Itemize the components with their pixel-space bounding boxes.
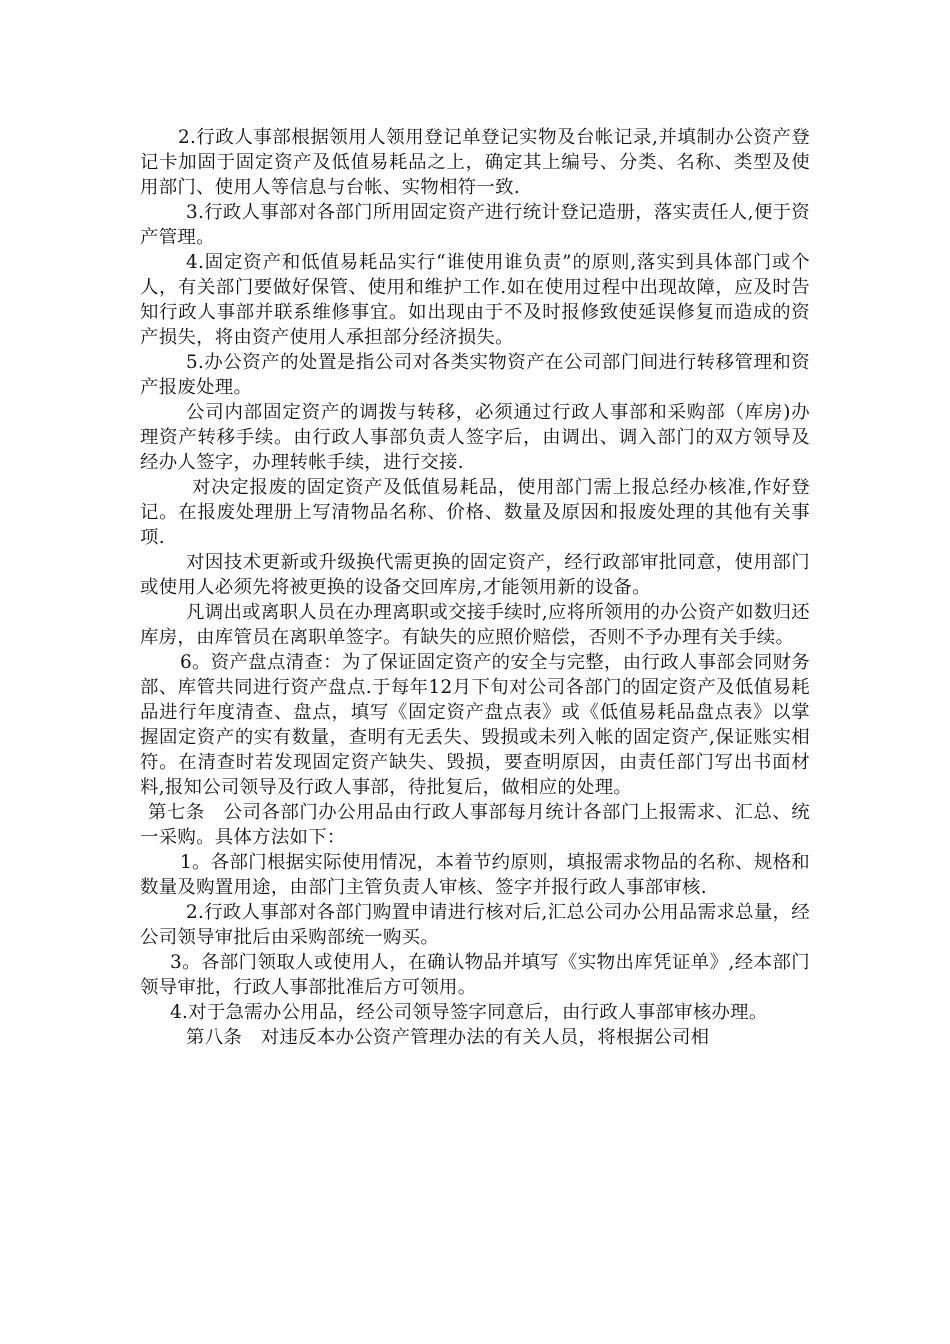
paragraph-item-3-accountability: 3.行政人事部对各部门所用固定资产进行统计登记造册，落实责任人,便于资产管理。	[140, 202, 810, 248]
paragraph-replacement: 对因技术更新或升级换代需更换的固定资产，经行政部审批同意，使用部门或使用人必须先将被更换的设备交回库房,才能领用新的设备。	[140, 552, 810, 598]
paragraph-item-2-registration: 2.行政人事部根据领用人领用登记单登记实物及台帐记录,并填制办公资产登记卡加固于固定资产及低值易耗品之上，确定其上编号、分类、名称、类型及使用部门、使用人等信息与台帐、实物相符一致.	[140, 127, 810, 198]
paragraph-item-4-responsibility: 4.固定资产和低值易耗品实行“谁使用谁负责”的原则,落实到具体部门或个人，有关部门要做好保管、使用和维护工作.如在使用过程中出现故障，应及时告知行政人事部并联系维修事宜。如出现由于不及时报修致使延误修复而造成的资产损失，将由资产使用人承担部分经济损失。	[140, 252, 810, 348]
paragraph-item-6-inventory: 6。资产盘点清查：为了保证固定资产的安全与完整，由行政人事部会同财务部、库管共同进行资产盘点.于每年12月下旬对公司各部门的固定资产及低值易耗品进行年度清查、盘点，填写《固定资产盘点表》或《低值易耗品盘点表》以掌握固定资产的实有数量，查明有无丢失、毁损或未列入帐的固定资产,保证账实相符。在清查时若发现固定资产缺失、毁损，要查明原因，由责任部门写出书面材料,报知公司领导及行政人事部，待批复后，做相应的处理。	[140, 652, 810, 798]
paragraph-resignation: 凡调出或离职人员在办理离职或交接手续时,应将所领用的办公资产如数归还库房，由库管员在离职单签字。有缺失的应照价赔偿，否则不予办理有关手续。	[140, 602, 810, 648]
document-body	[140, 125, 810, 1050]
paragraph-article-7-item-2: 2.行政人事部对各部门购置申请进行核对后,汇总公司办公用品需求总量，经公司领导审批后由采购部统一购买。	[140, 902, 810, 948]
paragraph-article-7: 第七条 公司各部门办公用品由行政人事部每月统计各部门上报需求、汇总、统一采购。具体方法如下：	[140, 802, 810, 848]
paragraph-transfer: 公司内部固定资产的调拨与转移，必须通过行政人事部和采购部（库房)办理资产转移手续。由行政人事部负责人签字后，由调出、调入部门的双方领导及经办人签字，办理转帐手续，进行交接.	[140, 402, 810, 473]
paragraph-article-7-item-3: 3。各部门领取人或使用人，在确认物品并填写《实物出库凭证单》,经本部门领导审批，行政人事部批准后方可领用。	[140, 952, 810, 998]
paragraph-article-7-item-4: 4.对于急需办公用品，经公司领导签字同意后，由行政人事部审核办理。	[170, 1002, 768, 1023]
paragraph-article-8: 第八条 对违反本办公资产管理办法的有关人员，将根据公司相	[186, 1027, 710, 1048]
paragraph-item-5-disposal: 5.办公资产的处置是指公司对各类实物资产在公司部门间进行转移管理和资产报废处理。	[140, 352, 810, 398]
paragraph-article-7-item-1: 1。各部门根据实际使用情况，本着节约原则，填报需求物品的名称、规格和数量及购置用途，由部门主管负责人审核、签字并报行政人事部审核.	[140, 852, 810, 898]
paragraph-scrapping: 对决定报废的固定资产及低值易耗品，使用部门需上报总经办核准,作好登记。在报废处理册上写清物品名称、价格、数量及原因和报废处理的其他有关事项.	[140, 477, 810, 548]
